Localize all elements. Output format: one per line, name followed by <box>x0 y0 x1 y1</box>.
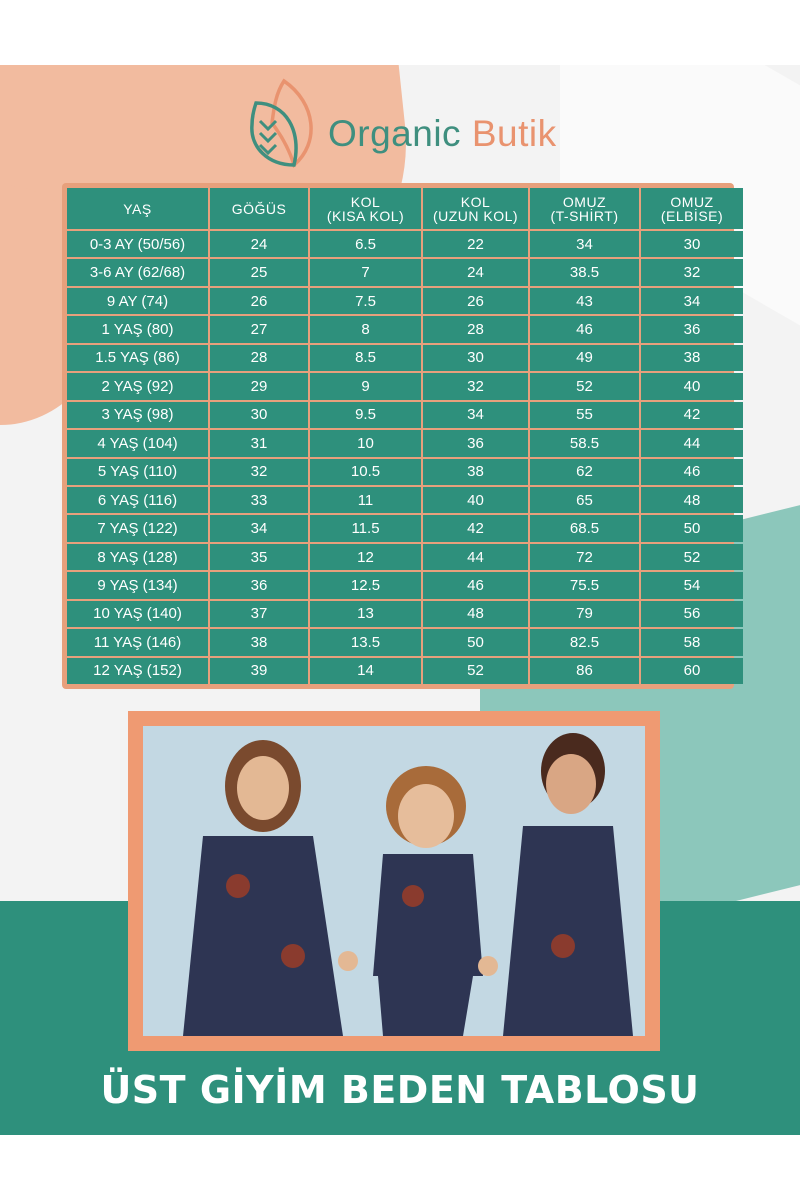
table-row <box>67 402 743 428</box>
brand-name-butik: Butik <box>471 113 557 154</box>
table-cell: 32 <box>210 459 308 485</box>
table-cell: 46 <box>641 459 743 485</box>
table-cell: 48 <box>641 487 743 513</box>
table-cell: 48 <box>423 601 528 627</box>
table-cell: 37 <box>210 601 308 627</box>
page-canvas <box>0 65 800 1135</box>
table-cell: 50 <box>423 629 528 655</box>
table-cell: 40 <box>423 487 528 513</box>
table-cell: 50 <box>641 515 743 541</box>
column-header-line2: (T-SHİRT) <box>550 207 619 224</box>
table-cell: 1 YAŞ (80) <box>67 316 208 342</box>
brand-name-organic: Organic <box>328 113 462 154</box>
column-header-line1: GÖĞÜS <box>231 200 287 217</box>
column-header-line2: (ELBİSE) <box>660 207 724 224</box>
table-cell: 25 <box>210 259 308 285</box>
table-cell: 9 YAŞ (134) <box>67 572 208 598</box>
table-cell: 30 <box>641 231 743 257</box>
table-cell: 36 <box>210 572 308 598</box>
table-row <box>67 259 743 285</box>
table-cell: 6.5 <box>310 231 421 257</box>
table-cell: 52 <box>641 544 743 570</box>
table-cell: 60 <box>641 658 743 684</box>
table-cell: 62 <box>530 459 639 485</box>
table-cell: 33 <box>210 487 308 513</box>
table-cell: 52 <box>423 658 528 684</box>
table-row <box>67 373 743 399</box>
table-cell: 56 <box>641 601 743 627</box>
table-cell: 49 <box>530 345 639 371</box>
column-header <box>423 188 528 229</box>
table-row <box>67 601 743 627</box>
table-cell: 26 <box>210 288 308 314</box>
table-cell: 13.5 <box>310 629 421 655</box>
column-header <box>310 188 421 229</box>
column-header-line1: OMUZ <box>670 193 714 210</box>
table-cell: 68.5 <box>530 515 639 541</box>
table-cell: 65 <box>530 487 639 513</box>
table-cell: 11.5 <box>310 515 421 541</box>
table-cell: 9.5 <box>310 402 421 428</box>
table-cell: 28 <box>210 345 308 371</box>
table-cell: 11 <box>310 487 421 513</box>
column-header-line1: OMUZ <box>562 193 607 210</box>
table-cell: 4 YAŞ (104) <box>67 430 208 456</box>
table-cell: 36 <box>423 430 528 456</box>
table-cell: 14 <box>310 658 421 684</box>
table-cell: 79 <box>530 601 639 627</box>
table-cell: 8 YAŞ (128) <box>67 544 208 570</box>
table-row <box>67 345 743 371</box>
table-row <box>67 231 743 257</box>
children-photo-icon <box>143 726 645 1036</box>
table-cell: 44 <box>423 544 528 570</box>
table-cell: 7 YAŞ (122) <box>67 515 208 541</box>
table-cell: 35 <box>210 544 308 570</box>
table-cell: 3 YAŞ (98) <box>67 402 208 428</box>
table-cell: 52 <box>530 373 639 399</box>
table-cell: 38 <box>210 629 308 655</box>
table-cell: 1.5 YAŞ (86) <box>67 345 208 371</box>
table-cell: 75.5 <box>530 572 639 598</box>
footer-title: ÜST GİYİM BEDEN TABLOSU <box>100 1068 700 1112</box>
table-cell: 32 <box>641 259 743 285</box>
table-cell: 58.5 <box>530 430 639 456</box>
table-cell: 82.5 <box>530 629 639 655</box>
table-cell: 10.5 <box>310 459 421 485</box>
table-cell: 38.5 <box>530 259 639 285</box>
table-cell: 39 <box>210 658 308 684</box>
photo-frame <box>128 711 660 1051</box>
table-cell: 8 <box>310 316 421 342</box>
table-cell: 32 <box>423 373 528 399</box>
table-cell: 22 <box>423 231 528 257</box>
table-cell: 31 <box>210 430 308 456</box>
table-cell: 27 <box>210 316 308 342</box>
table-cell: 7 <box>310 259 421 285</box>
table-cell: 0-3 AY (50/56) <box>67 231 208 257</box>
brand-logo <box>248 73 588 173</box>
table-cell: 42 <box>641 402 743 428</box>
table-cell: 29 <box>210 373 308 399</box>
size-table <box>65 186 745 686</box>
column-header-line1: KOL <box>460 193 491 210</box>
column-header-line1: YAŞ <box>123 200 152 217</box>
table-cell: 34 <box>423 402 528 428</box>
table-cell: 43 <box>530 288 639 314</box>
table-cell: 6 YAŞ (116) <box>67 487 208 513</box>
column-header-line1: KOL <box>350 193 381 210</box>
table-cell: 12 <box>310 544 421 570</box>
table-cell: 12 YAŞ (152) <box>67 658 208 684</box>
table-cell: 3-6 AY (62/68) <box>67 259 208 285</box>
table-header-row <box>67 188 743 229</box>
table-cell: 7.5 <box>310 288 421 314</box>
column-header <box>641 188 743 229</box>
table-cell: 42 <box>423 515 528 541</box>
column-header-line2: (KISA KOL) <box>326 207 405 224</box>
table-row <box>67 544 743 570</box>
table-cell: 9 AY (74) <box>67 288 208 314</box>
table-cell: 8.5 <box>310 345 421 371</box>
table-cell: 38 <box>423 459 528 485</box>
table-row <box>67 658 743 684</box>
table-cell: 2 YAŞ (92) <box>67 373 208 399</box>
table-cell: 13 <box>310 601 421 627</box>
table-cell: 54 <box>641 572 743 598</box>
table-cell: 9 <box>310 373 421 399</box>
table-cell: 58 <box>641 629 743 655</box>
column-header <box>530 188 639 229</box>
table-cell: 30 <box>423 345 528 371</box>
column-header-line2: (UZUN KOL) <box>432 207 519 224</box>
table-row <box>67 487 743 513</box>
table-cell: 46 <box>530 316 639 342</box>
table-row <box>67 629 743 655</box>
table-row <box>67 430 743 456</box>
table-row <box>67 288 743 314</box>
table-cell: 24 <box>210 231 308 257</box>
table-cell: 55 <box>530 402 639 428</box>
table-cell: 38 <box>641 345 743 371</box>
table-cell: 86 <box>530 658 639 684</box>
table-cell: 24 <box>423 259 528 285</box>
table-cell: 10 YAŞ (140) <box>67 601 208 627</box>
brand-name <box>328 113 557 155</box>
leaf-logo-icon <box>248 73 318 173</box>
table-cell: 40 <box>641 373 743 399</box>
table-cell: 36 <box>641 316 743 342</box>
column-header <box>210 188 308 229</box>
table-row <box>67 316 743 342</box>
size-table-frame <box>62 183 734 689</box>
column-header <box>67 188 208 229</box>
table-cell: 44 <box>641 430 743 456</box>
table-cell: 5 YAŞ (110) <box>67 459 208 485</box>
table-cell: 28 <box>423 316 528 342</box>
table-cell: 34 <box>641 288 743 314</box>
table-row <box>67 572 743 598</box>
table-cell: 34 <box>210 515 308 541</box>
table-cell: 26 <box>423 288 528 314</box>
table-cell: 46 <box>423 572 528 598</box>
table-cell: 11 YAŞ (146) <box>67 629 208 655</box>
table-cell: 10 <box>310 430 421 456</box>
table-cell: 30 <box>210 402 308 428</box>
table-row <box>67 459 743 485</box>
table-row <box>67 515 743 541</box>
table-cell: 12.5 <box>310 572 421 598</box>
table-cell: 72 <box>530 544 639 570</box>
table-cell: 34 <box>530 231 639 257</box>
